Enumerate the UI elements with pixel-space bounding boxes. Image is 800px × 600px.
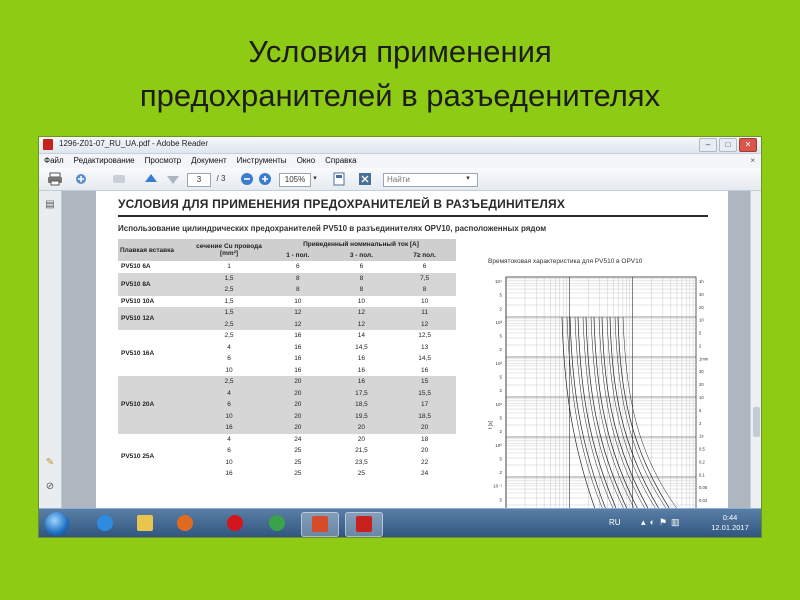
table-cell: 1,5 — [192, 273, 266, 285]
zoom-level-select[interactable]: 105% — [279, 173, 311, 187]
y-tick-label: 5 — [499, 333, 502, 339]
table-cell: 20 — [266, 422, 330, 434]
taskbar — [39, 508, 761, 537]
table-cell: 19,5 — [330, 411, 394, 423]
menu-document[interactable]: Документ — [191, 156, 227, 165]
clock[interactable] — [707, 513, 753, 533]
chrome-icon — [269, 515, 285, 531]
y-axis-label: t [s] — [488, 420, 494, 429]
clock-time: 0:44 — [722, 513, 738, 522]
table-cell: 20 — [330, 422, 394, 434]
ie-icon — [97, 515, 113, 531]
table-cell: 13 — [420, 343, 429, 351]
y-tick-label: 2 — [499, 306, 502, 312]
time-current-graph — [484, 269, 724, 508]
slide-title — [0, 30, 800, 118]
fuse-table-body — [118, 261, 456, 480]
previous-page-icon[interactable] — [143, 172, 159, 186]
table-cell: 24 — [294, 435, 302, 443]
y-tick-label: 10⁴ — [495, 279, 502, 284]
y2-tick-label: 2 — [699, 343, 702, 349]
table-cell: 16 — [357, 366, 366, 374]
search-dropdown-icon[interactable]: ▾ — [466, 175, 470, 182]
plot-frame — [506, 277, 696, 508]
table-cell: 15 — [393, 376, 456, 388]
table-cell: 12 — [266, 307, 330, 319]
menu-tools[interactable]: Инструменты — [236, 156, 287, 165]
document-view[interactable] — [62, 191, 750, 508]
explorer-taskbar-button[interactable] — [127, 512, 163, 535]
fuse-name: PV510 6A — [121, 263, 151, 271]
table-row — [118, 296, 456, 308]
y-tick-label: 10⁻¹ — [493, 483, 502, 489]
page-number-input[interactable]: 3 — [187, 173, 211, 187]
table-cell: 2,5 — [192, 376, 266, 388]
table-cell: 16 — [330, 376, 394, 388]
y2-tick-label: 1h — [699, 279, 704, 284]
table-cell: 10 — [225, 366, 233, 374]
menu-bar — [39, 154, 761, 168]
table-cell: 18,5 — [393, 411, 456, 423]
print-icon[interactable] — [47, 172, 63, 186]
table-cell: 2,5 — [224, 332, 234, 340]
table-cell: 24 — [420, 470, 429, 478]
table-cell: 17 — [393, 399, 456, 411]
vertical-scrollbar[interactable] — [750, 191, 761, 508]
zoom-in-icon[interactable] — [257, 172, 273, 186]
y2-tick-label: 0,5 — [699, 446, 705, 452]
y-tick-label: 5 — [499, 415, 502, 421]
col-header-7-pole: 7≥ пол. — [393, 250, 456, 261]
y-tick-label: 10⁰ — [495, 442, 502, 448]
y2-tick-label: 30 — [699, 369, 704, 375]
powerpoint-icon — [312, 516, 328, 532]
table-cell: 2,5 — [192, 284, 266, 296]
pdf-icon — [43, 139, 53, 150]
fuse-name: PV510 20A — [118, 376, 192, 434]
table-cell: 18 — [420, 435, 429, 443]
y-tick-label: 10¹ — [495, 401, 502, 407]
media-player-icon — [177, 515, 193, 531]
fit-page-icon[interactable] — [331, 172, 347, 186]
menu-edit[interactable]: Редактирование — [73, 156, 135, 165]
table-row — [118, 434, 456, 446]
screenshot — [39, 137, 761, 537]
table-cell: 10 — [420, 297, 429, 305]
y-tick-label: 5 — [499, 497, 502, 503]
y2-tick-label: 10 — [699, 395, 704, 400]
table-cell: 4 — [227, 343, 231, 351]
y-tick-label: 5 — [499, 456, 502, 462]
col-header-1-pole: 1 - пол. — [266, 250, 330, 261]
scroll-thumb[interactable] — [753, 407, 760, 437]
fuse-name: PV510 16A — [121, 349, 155, 357]
table-cell: 15,5 — [393, 388, 456, 400]
y2-tick-label: 0,2 — [699, 459, 705, 465]
table-cell: 22 — [420, 458, 429, 466]
table-cell: 1,5 — [224, 297, 234, 305]
table-cell: 16 — [294, 343, 302, 351]
share-icon[interactable] — [73, 172, 89, 186]
table-cell: 14 — [357, 332, 366, 340]
fuse-name: PV510 25A — [121, 453, 155, 460]
y-tick-label: 10³ — [495, 319, 502, 325]
comments-icon[interactable]: ✎ — [45, 457, 55, 468]
table-cell: 6 — [192, 399, 266, 411]
y2-tick-label: 1min — [699, 356, 709, 362]
table-cell: 7,5 — [393, 273, 456, 285]
table-cell: 2,5 — [192, 319, 266, 331]
y-tick-label: 10² — [495, 360, 502, 366]
fuse-name: PV510 12A — [118, 307, 192, 330]
y2-tick-label: 0,1 — [699, 472, 705, 478]
table-cell: 6 — [422, 263, 427, 271]
col-header-rated: Приведенный номинальный ток [A] — [266, 239, 456, 250]
table-cell: 1,5 — [192, 307, 266, 319]
y-tick-label: 2 — [499, 388, 502, 394]
table-cell: 20 — [266, 388, 330, 400]
table-cell: 20 — [266, 399, 330, 411]
y-tick-label: 5 — [499, 374, 502, 380]
next-page-icon[interactable] — [165, 172, 181, 186]
table-cell: 11 — [393, 307, 456, 319]
table-cell: 16 — [294, 366, 302, 374]
ie-taskbar-button[interactable] — [87, 512, 123, 535]
table-cell: 25 — [294, 458, 302, 466]
window-controls — [699, 138, 757, 152]
y2-tick-label: 5 — [699, 407, 702, 413]
table-cell: 8 — [393, 284, 456, 296]
minimize-button[interactable]: – — [699, 138, 717, 152]
table-cell: 10 — [294, 297, 302, 305]
y2-tick-label: 5 — [699, 330, 702, 336]
col-header-3-pole: 3 - пол. — [330, 250, 394, 261]
navigation-panel — [39, 191, 62, 508]
maximize-button[interactable]: □ — [719, 138, 737, 152]
table-cell: 17,5 — [330, 388, 394, 400]
menu-file[interactable]: Файл — [44, 156, 64, 165]
clock-date: 12.01.2017 — [711, 523, 749, 532]
adobe-reader-taskbar-button[interactable] — [345, 512, 383, 537]
table-cell: 1 — [227, 263, 231, 271]
table-cell: 20 — [420, 447, 429, 455]
adobe-reader-icon — [356, 516, 372, 532]
attachments-icon[interactable]: ⊘ — [45, 481, 55, 492]
table-cell: 8 — [330, 284, 394, 296]
table-row — [118, 330, 456, 342]
y2-tick-label: 0,02 — [699, 498, 708, 504]
table-cell: 12,5 — [418, 332, 431, 340]
table-cell: 18,5 — [330, 399, 394, 411]
start-button[interactable] — [45, 512, 69, 536]
window-title: 1296-Z01-07_RU_UA.pdf - Adobe Reader — [59, 139, 208, 148]
menu-help[interactable]: Справка — [325, 156, 357, 165]
table-cell: 16 — [192, 422, 266, 434]
table-cell: 25 — [357, 470, 366, 478]
menu-window[interactable]: Окно — [296, 156, 316, 165]
table-cell: 6 — [295, 263, 300, 271]
collaborate-icon[interactable] — [111, 172, 127, 186]
table-cell: 6 — [227, 355, 231, 363]
table-cell: 16 — [225, 470, 233, 478]
chrome-taskbar-button[interactable] — [259, 512, 295, 535]
fuse-table — [118, 239, 456, 480]
tray-icons[interactable]: ▴◐⚑▥ — [641, 517, 684, 527]
table-cell: 4 — [227, 435, 231, 443]
table-cell: 25 — [294, 470, 302, 478]
table-cell: 25 — [294, 447, 302, 455]
pages-panel-icon[interactable]: ▤ — [45, 199, 55, 210]
table-row — [118, 261, 456, 273]
table-cell: 12 — [266, 319, 330, 331]
y2-tick-label: 2 — [699, 420, 702, 426]
y2-tick-label: 0,05 — [699, 485, 708, 491]
col-header-insert: Плавкая вставка — [118, 239, 192, 261]
table-row — [118, 273, 456, 285]
table-cell: 20 — [266, 411, 330, 423]
graph-title: Времятоковая характеристика для PV510 в OPV10 — [488, 258, 643, 265]
heading-rule — [118, 215, 708, 217]
table-cell: 6 — [359, 263, 364, 271]
y2-tick-label: 10 — [699, 317, 704, 323]
table-cell: 8 — [266, 273, 330, 285]
y-tick-label: 5 — [499, 292, 502, 298]
table-cell: 16 — [294, 355, 302, 363]
table-cell: 16 — [420, 366, 429, 374]
table-cell: 10 — [192, 411, 266, 423]
table-cell: 12 — [393, 319, 456, 331]
close-document-icon[interactable]: × — [750, 156, 755, 165]
table-cell: 8 — [266, 284, 330, 296]
menu-view[interactable]: Просмотр — [144, 156, 182, 165]
table-cell: 10 — [357, 297, 366, 305]
y2-tick-label: 30 — [699, 291, 704, 297]
language-indicator[interactable]: RU — [609, 518, 621, 527]
table-cell: 23,5 — [355, 458, 368, 466]
zoom-out-icon[interactable] — [239, 172, 255, 186]
table-cell: 8 — [330, 273, 394, 285]
close-button[interactable]: ✕ — [739, 138, 757, 152]
document-subtitle: Использование цилиндрических предохранителей PV510 в разъединителях OPV10, расположенных рядом — [118, 224, 547, 233]
y-tick-label: 2 — [499, 470, 502, 476]
table-cell: 14,5 — [355, 343, 368, 351]
table-cell: 20 — [393, 422, 456, 434]
table-cell: 16 — [357, 355, 366, 363]
fuse-name: PV510 8A — [118, 273, 192, 296]
full-screen-icon[interactable] — [357, 172, 373, 186]
folder-icon — [137, 515, 153, 531]
opera-taskbar-button[interactable] — [217, 512, 253, 535]
document-heading: УСЛОВИЯ ДЛЯ ПРИМЕНЕНИЯ ПРЕДОХРАНИТЕЛЕЙ В РАЗЪЕДИНИТЕЛЯХ — [118, 197, 566, 211]
table-cell: 16 — [294, 332, 302, 340]
y2-tick-label: 20 — [699, 382, 704, 388]
y2-tick-label: 1s — [699, 433, 704, 439]
table-row — [118, 307, 456, 319]
table-cell: 12 — [330, 307, 394, 319]
opera-icon — [227, 515, 243, 531]
toolbar — [39, 168, 761, 191]
table-cell: 14,5 — [418, 355, 431, 363]
zoom-dropdown-icon[interactable]: ▾ — [313, 175, 317, 182]
search-input[interactable]: Найти — [383, 173, 478, 187]
fuse-name: PV510 10A — [121, 297, 155, 305]
pdf-page — [96, 191, 728, 508]
y-tick-label: 2 — [499, 429, 502, 435]
table-cell: 10 — [225, 458, 233, 466]
table-cell: 4 — [192, 388, 266, 400]
slide-title-line-1: Условия применения — [248, 34, 552, 69]
table-cell: 20 — [266, 376, 330, 388]
powerpoint-taskbar-button[interactable] — [301, 512, 339, 537]
table-cell: 12 — [330, 319, 394, 331]
page-total: / 3 — [216, 174, 226, 183]
col-header-section: сечение Cu провода [mm²] — [192, 239, 266, 261]
y2-tick-label: 20 — [699, 304, 704, 310]
window-titlebar[interactable] — [39, 137, 761, 154]
table-cell: 20 — [357, 435, 366, 443]
media-player-taskbar-button[interactable] — [167, 512, 203, 535]
table-cell: 21,5 — [355, 447, 368, 455]
y-tick-label: 2 — [499, 347, 502, 353]
table-cell: 6 — [227, 447, 231, 455]
table-row — [118, 376, 456, 388]
slide-title-line-2: предохранителей в разъеденителях — [139, 78, 661, 113]
